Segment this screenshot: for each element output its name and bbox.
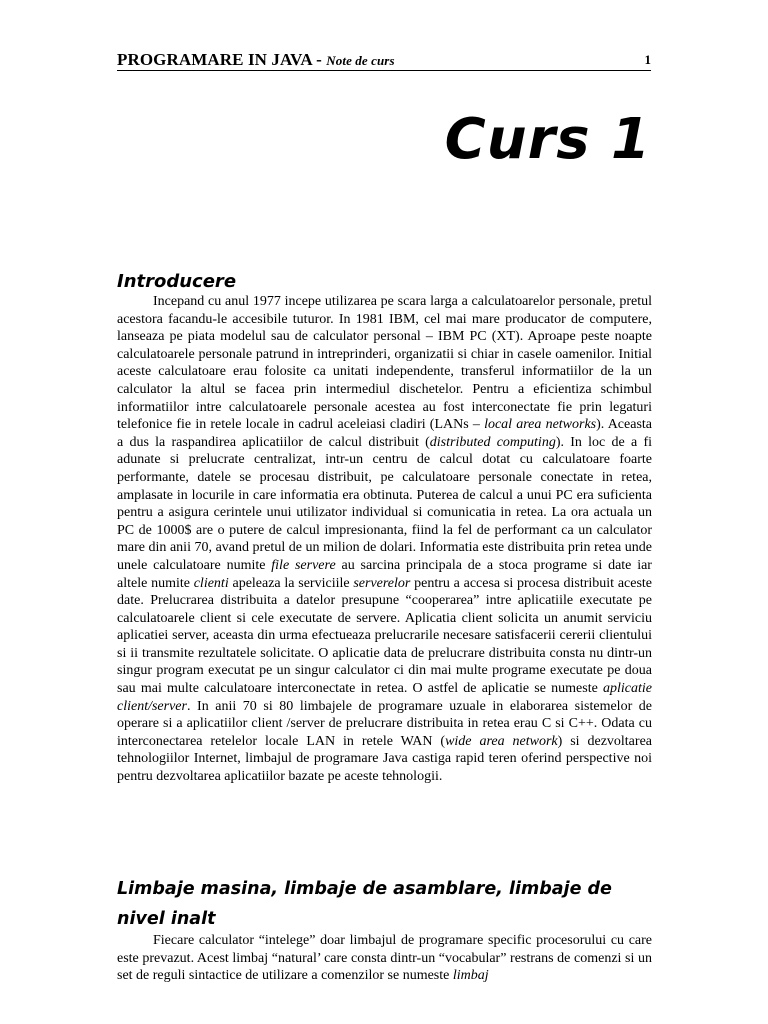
header-title: PROGRAMARE IN JAVA - Note de curs — [117, 50, 395, 69]
running-header — [117, 48, 651, 71]
chapter-title: Curs 1 — [444, 107, 651, 172]
header-subtitle: Note de curs — [326, 53, 395, 68]
paragraph-introducere: Incepand cu anul 1977 incepe utilizarea pe scara larga a calculatoarelor personale, pretul acestora facandu-le accesibile tuturor. In 1981 IBM, cel mai mare producator de computere, lanseaza pe piata modelul sau de calculator personal – IBM PC (XT). Aproape peste noapte calculatoarele personale patrund in intreprinderi, organizatii si chiar in casele oamenilor. Initial aceste calculatoare erau folosite ca unitati independente, transferul informatiilor de la un calculator la altul se facea prin intermediul dischetelor. Pentru a eficientiza schimbul informatiilor intre calculatoarele personale acestea au fost interconectate fie prin legaturi telefonice fie in retele locale in cadrul aceleiasi cladiri (LANs – local area networks). Aceasta a dus la raspandirea aplicatiilor de calcul distribuit (distributed computing). In loc de a fi adunate si prelucrate centralizat, intr-un centru de calcul dotat cu calculatoare foarte performante, datele se procesau distribuit, pe calculatoare personale conectate in retea, amplasate in locurile in care informatia era obtinuta. Puterea de calcul a unui PC era suficienta pentru a asigura cerintele unui utilizator individual si comunicatia in retea. La ora actuala un PC de 1000$ are o putere de calcul impresionanta, fiind la fel de performant ca un calculator mare din anii 70, avand pretul de un milion de dolari. Informatia este distribuita prin retea unde unele calculatoare numite file servere au sarcina principala de a stoca programe si date iar altele numite clienti apeleaza la serviciile serverelor pentru a accesa si procesa distribuit aceste date. Prelucrarea distribuita a datelor presupune “cooperarea” intre aplicatiile executate pe calculatoarele client si cele executate de servere. Aplicatia client solicita un anumit serviciu aplicatiei server, aceasta din urma efectueaza prelucrarile necesare satisfacerii cererii clientului si ii transmite rezultatele solicitate. O aplicatie data de prelucrare distribuita consta nu dintr-un singur program executat pe un singur calculator ci din mai multe programe executate pe doua sau mai multe calculatoare interconectate in retea. O astfel de aplicatie se numeste aplicatie client/server. In anii 70 si 80 limbajele de programare uzuale in elaborarea sistemelor de operare si a aplicatiilor client /server de prelucrare distribuita in retea erau C si C++. Odata cu interconectarea retelelor locale LAN in retele WAN (wide area network) si dezvoltarea tehnologiilor Internet, limbajul de programare Java castiga rapid teren oferind perspective noi pentru dezvoltarea aplicatiilor bazate pe aceste tehnologii. — [117, 294, 653, 785]
section-heading-introducere: Introducere — [117, 271, 237, 292]
section-heading-limbaje: Limbaje masina, limbaje de asamblare, limbaje de nivel inalt — [117, 879, 612, 929]
page-number: 1 — [644, 52, 651, 67]
paragraph-limbaje: Fiecare calculator “intelege” doar limbajul de programare specific procesorului cu care este prevazut. Acest limbaj “natural’ care consta dintr-un “vocabular” restrans de comenzi si un set de reguli sintactice de utilizare a comenzilor se numeste limbaj — [117, 933, 652, 984]
